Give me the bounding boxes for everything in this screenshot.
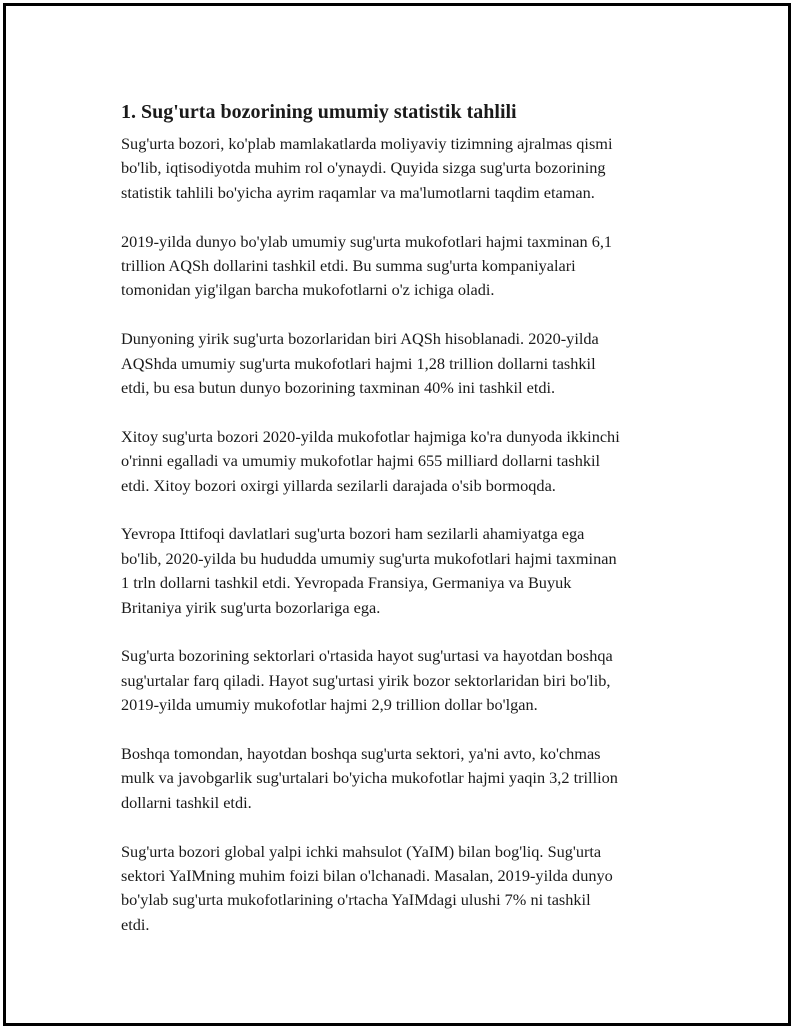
paragraph-4 — [121, 425, 701, 498]
paragraph-line: 1 trln dollarni tashkil etdi. Yevropada Fransiya, Germaniya va Buyuk — [121, 573, 572, 593]
paragraph-line: bo'lib, iqtisodiyotda muhim rol o'ynaydi. Quyida sizga sug'urta bozorining — [121, 158, 606, 178]
paragraph-line: tomonidan yig'ilgan barcha mukofotlarni o'z ichiga oladi. — [121, 280, 495, 300]
paragraph-2 — [121, 230, 701, 303]
page-frame — [3, 3, 791, 1026]
paragraph-line: bo'lib, 2020-yilda bu hududda umumiy sug'urta mukofotlari hajmi taxminan — [121, 548, 617, 568]
paragraph-line: trillion AQSh dollarini tashkil etdi. Bu summa sug'urta kompaniyalari — [121, 256, 576, 276]
paragraph-line: statistik tahlili bo'yicha ayrim raqamlar va ma'lumotlarni taqdim etaman. — [121, 182, 595, 202]
paragraph-line: 2019-yilda dunyo bo'ylab umumiy sug'urta mukofotlari hajmi taxminan 6,1 — [121, 231, 613, 251]
paragraph-line: etdi. Xitoy bozori oxirgi yillarda sezilarli darajada o'sib bormoqda. — [121, 475, 556, 495]
paragraph-line: Boshqa tomondan, hayotdan boshqa sug'urta sektori, ya'ni avto, ko'chmas — [121, 744, 601, 764]
paragraph-line: etdi. — [121, 914, 150, 934]
paragraph-5 — [121, 522, 701, 620]
paragraph-line: Sug'urta bozori global yalpi ichki mahsulot (YaIM) bilan bog'liq. Sug'urta — [121, 841, 602, 861]
paragraph-line: sug'urtalar farq qiladi. Hayot sug'urtasi yirik bozor sektorlaridan biri bo'lib, — [121, 670, 611, 690]
paragraph-8 — [121, 840, 701, 938]
paragraph-line: etdi, bu esa butun dunyo bozorining taxminan 40% ini tashkil etdi. — [121, 378, 556, 398]
paragraph-line: Dunyoning yirik sug'urta bozorlaridan biri AQSh hisoblanadi. 2020-yilda — [121, 329, 599, 349]
paragraph-line: dollarni tashkil etdi. — [121, 792, 252, 812]
paragraph-line: sektori YaIMning muhim foizi bilan o'lchanadi. Masalan, 2019-yilda dunyo — [121, 866, 613, 886]
paragraph-7 — [121, 742, 701, 815]
paragraph-line: Yevropa Ittifoqi davlatlari sug'urta bozori ham sezilarli ahamiyatga ega — [121, 524, 585, 544]
paragraph-line: Sug'urta bozori, ko'plab mamlakatlarda moliyaviy tizimning ajralmas qismi — [121, 134, 613, 153]
paragraph-line: mulk va javobgarlik sug'urtalari bo'yicha mukofotlar hajmi yaqin 3,2 trillion — [121, 768, 618, 788]
paragraph-line: Xitoy sug'urta bozori 2020-yilda mukofotlar hajmiga ko'ra dunyoda ikkinchi — [121, 426, 620, 446]
paragraph-line: o'rinni egalladi va umumiy mukofotlar hajmi 655 milliard dollarni tashkil — [121, 451, 601, 471]
paragraph-line: Sug'urta bozorining sektorlari o'rtasida hayot sug'urtasi va hayotdan boshqa — [121, 646, 613, 666]
paragraph-line: 2019-yilda umumiy mukofotlar hajmi 2,9 trillion dollar bo'lgan. — [121, 695, 538, 715]
paragraph-6 — [121, 644, 701, 717]
document-title: 1. Sug'urta bozorining umumiy statistik tahlili — [121, 101, 517, 123]
paragraph-line: AQShda umumiy sug'urta mukofotlari hajmi 1,28 trillion dollarni tashkil — [121, 353, 596, 373]
document-body — [121, 98, 701, 962]
paragraph-line: bo'ylab sug'urta mukofotlarining o'rtacha YaIMdagi ulushi 7% ni tashkil — [121, 890, 591, 910]
paragraph-3 — [121, 327, 701, 400]
paragraph-line: Britaniya yirik sug'urta bozorlariga ega. — [121, 597, 381, 617]
paragraph-1 — [121, 132, 701, 205]
